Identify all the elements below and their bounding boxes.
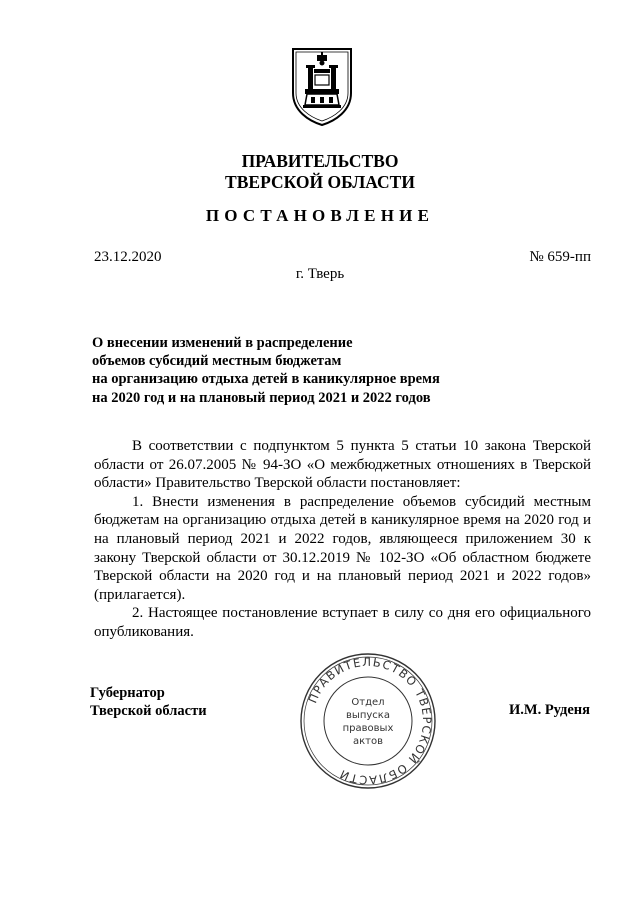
stamp-center-line4: актов (352, 736, 384, 747)
document-subject (92, 334, 552, 407)
subject-line: на организацию отдыха детей в каникулярное время (92, 371, 440, 388)
coat-of-arms-emblem (291, 47, 353, 127)
document-number: № 659-пп (529, 249, 591, 265)
stamp-ring-text: ПРАВИТЕЛЬСТВО ТВЕРСКОЙ ОБЛАСТИ (305, 654, 435, 788)
official-stamp (298, 651, 438, 791)
document-city: г. Тверь (295, 266, 345, 282)
org-name-line1: ПРАВИТЕЛЬСТВО (241, 151, 399, 171)
body-paragraph-item-1: 1. Внести изменения в распределение объемов субсидий местным бюджетам на организацию отдыха детей в каникулярное время на 2020 год и на плановый период 2021 и 2022 годов, являющееся приложением 30 к закону Тверской области от 30.12.2019 № 102-ЗО «Об областном бюджете Тверской области на 2020 год и на плановый период 2021 и 2022 годов» (прилагается). (94, 493, 591, 603)
document-body (94, 437, 591, 642)
signer-title (90, 684, 207, 720)
subject-line: объемов субсидий местным бюджетам (92, 353, 342, 370)
body-paragraph-item-2: 2. Настоящее постановление вступает в силу со дня его официального опубликования. (94, 605, 591, 640)
stamp-center-line1: Отдел (351, 697, 385, 708)
signer-title-line1: Губернатор (90, 685, 165, 701)
body-paragraph-preamble: В соответствии с подпунктом 5 пункта 5 статьи 10 закона Тверской области от 26.07.2005 № 94-ЗО «О межбюджетных отношениях в Тверской области» Правительство Тверской области постановляет: (94, 438, 591, 492)
document-type: ПОСТАНОВЛЕНИЕ (205, 206, 435, 225)
subject-line: О внесении изменений в распределение (92, 335, 353, 351)
document-date: 23.12.2020 (94, 249, 162, 265)
svg-text:ПРАВИТЕЛЬСТВО ТВЕРСКОЙ ОБЛАСТИ (305, 655, 434, 787)
subject-line: на 2020 год и на плановый период 2021 и 2022 годов (92, 389, 431, 406)
signer-title-line2: Тверской области (90, 703, 207, 719)
signer-name: И.М. Руденя (508, 702, 590, 718)
stamp-center-line3: правовых (342, 723, 394, 734)
org-name-line2: ТВЕРСКОЙ ОБЛАСТИ (225, 172, 415, 192)
stamp-center-line2: выпуска (346, 710, 390, 721)
